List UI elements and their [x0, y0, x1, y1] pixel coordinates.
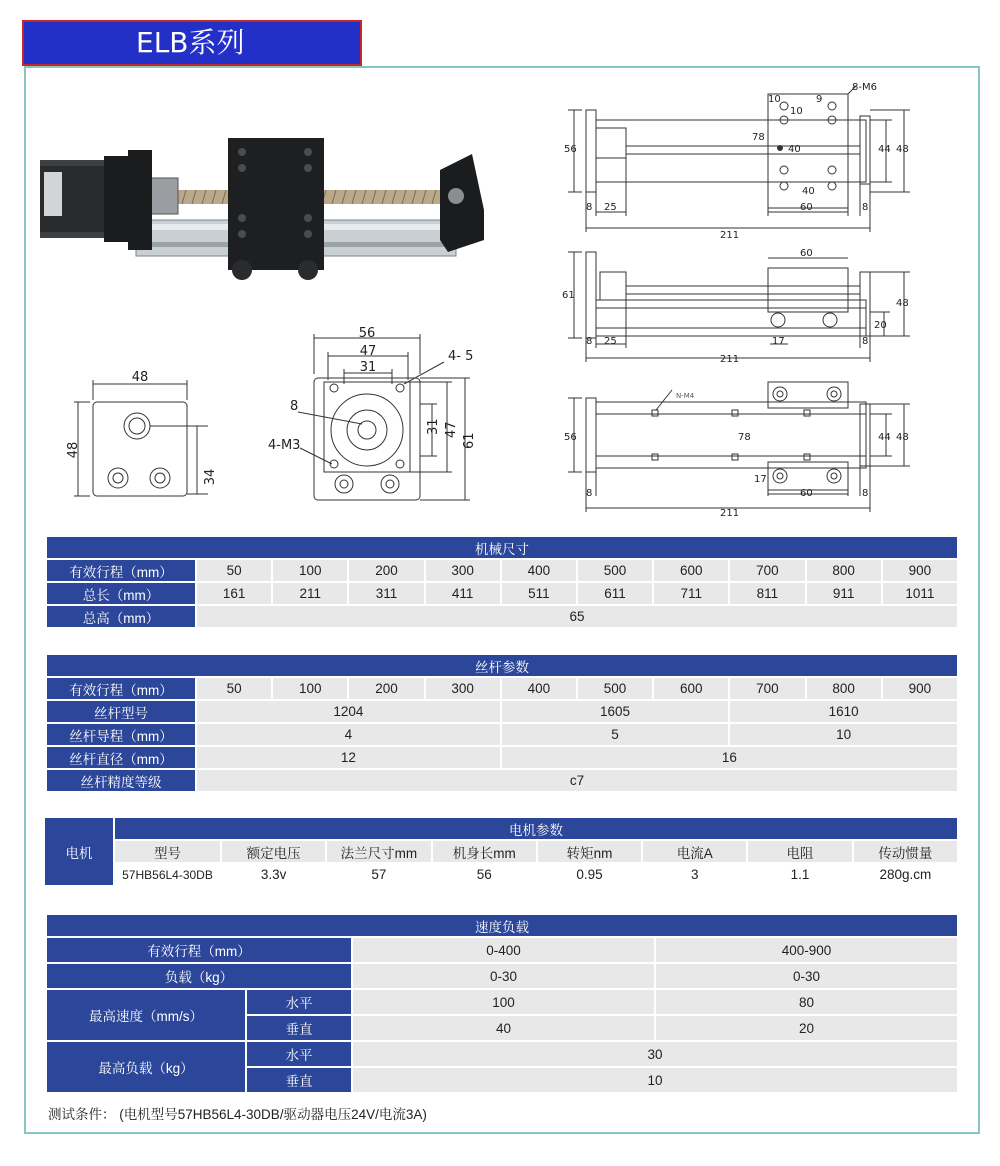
motor-col-header: 传动惯量 — [854, 841, 957, 862]
load-cell: 0-30 — [656, 964, 957, 988]
length-cell: 511 — [502, 583, 576, 604]
dim-bottom-48: 48 — [896, 432, 909, 443]
screw-stroke-cell: 50 — [197, 678, 271, 699]
stroke-cell: 500 — [578, 560, 652, 581]
test-condition: 测试条件： (电机型号57HB56L4-30DB/驱动器电压24V/电流3A) — [48, 1107, 427, 1122]
length-cell: 911 — [807, 583, 881, 604]
stroke-cell: 600 — [654, 560, 728, 581]
load-v-cell: 10 — [353, 1068, 957, 1092]
screw-stroke-cell: 200 — [349, 678, 423, 699]
dim-screw: 4-M3 — [268, 438, 301, 453]
dim-bottom-17: 17 — [754, 474, 767, 485]
screw-stroke-cell: 100 — [273, 678, 347, 699]
dim-hole-count: 4- 5 — [448, 349, 474, 364]
screw-stroke-cell: 500 — [578, 678, 652, 699]
stroke-cell: 700 — [730, 560, 804, 581]
motor-value: 56 — [433, 864, 536, 885]
bottom-view — [560, 378, 920, 518]
screw-stroke-cell: 400 — [502, 678, 576, 699]
dim-bottom-78: 78 — [738, 432, 751, 443]
speed-load-table — [45, 913, 959, 1094]
dim-side-211: 211 — [720, 354, 740, 365]
side-view — [560, 248, 920, 366]
screw-model-cell: 1605 — [502, 701, 729, 722]
series-title: ELB系列 — [136, 26, 245, 59]
motor-header: 电机参数 — [115, 818, 957, 839]
screw-model-cell: 1610 — [730, 701, 957, 722]
height-cell: 65 — [197, 606, 957, 627]
screw-stroke-cell: 300 — [426, 678, 500, 699]
stroke-cell: 100 — [273, 560, 347, 581]
motor-col-header: 额定电压 — [222, 841, 325, 862]
dim-78: 78 — [752, 132, 765, 143]
screw-lead-cell: 10 — [730, 724, 957, 745]
length-label: 总长（mm） — [47, 583, 195, 604]
length-cell: 411 — [426, 583, 500, 604]
carriage — [228, 138, 324, 270]
motor-value: 1.1 — [748, 864, 851, 885]
screw-model-label: 丝杆型号 — [47, 701, 195, 722]
screw-lead-cell: 5 — [502, 724, 729, 745]
speed-stroke-label: 有效行程（mm） — [47, 938, 351, 962]
dim-h47: 47 — [444, 421, 459, 438]
dim-bottom-8b: 8 — [862, 488, 869, 499]
motor-value: 3 — [643, 864, 746, 885]
dim-40b: 40 — [802, 186, 815, 197]
height-label: 总高（mm） — [47, 606, 195, 627]
speed-v-cell: 20 — [656, 1016, 957, 1040]
screw-lead-label: 丝杆导程（mm） — [47, 724, 195, 745]
screw-table — [45, 653, 959, 793]
dim-211: 211 — [720, 230, 740, 241]
dim-8a: 8 — [586, 202, 593, 213]
dim-10a: 10 — [768, 94, 781, 105]
length-cell: 161 — [197, 583, 271, 604]
speed-header: 速度负载 — [47, 915, 957, 936]
series-title-bar — [22, 20, 362, 66]
top-view — [560, 80, 920, 240]
screw-stroke-cell: 700 — [730, 678, 804, 699]
load-h-cell: 30 — [353, 1042, 957, 1066]
dim-56: 56 — [564, 144, 577, 155]
motor-side-label: 电机 — [45, 818, 113, 885]
stroke-cell: 900 — [883, 560, 957, 581]
screw-stroke-cell: 800 — [807, 678, 881, 699]
dim-side-8b: 8 — [862, 336, 869, 347]
motor-col-header: 机身长mm — [433, 841, 536, 862]
speed-v-cell: 40 — [353, 1016, 654, 1040]
dim-10b: 10 — [790, 106, 803, 117]
screw-precision-cell: c7 — [197, 770, 957, 791]
length-cell: 211 — [273, 583, 347, 604]
motor-col-header: 电流A — [643, 841, 746, 862]
dim-h61: 61 — [462, 432, 477, 449]
dim-width: 48 — [131, 370, 149, 385]
motor-value: 280g.cm — [854, 864, 957, 885]
dim-bottom-8a: 8 — [586, 488, 593, 499]
stroke-cell: 400 — [502, 560, 576, 581]
motor-table — [43, 816, 959, 887]
stroke-cell: 300 — [426, 560, 500, 581]
screw-stroke-cell: 900 — [883, 678, 957, 699]
horizontal-label: 水平 — [247, 1042, 351, 1066]
dim-8m6: 8-M6 — [852, 82, 877, 93]
screw-diameter-label: 丝杆直径（mm） — [47, 747, 195, 768]
horizontal-label: 水平 — [247, 990, 351, 1014]
length-cell: 811 — [730, 583, 804, 604]
max-speed-label: 最高速度（mm/s） — [47, 990, 245, 1040]
dim-flange-31: 31 — [359, 360, 377, 375]
dim-bottom-211: 211 — [720, 508, 740, 519]
stroke-label: 有效行程（mm） — [47, 560, 195, 581]
dim-44: 44 — [878, 144, 891, 155]
motor-col-header: 型号 — [115, 841, 220, 862]
dim-flange-47: 47 — [359, 344, 377, 359]
product-photo — [36, 130, 496, 280]
stroke-cell: 50 — [197, 560, 271, 581]
dim-48: 48 — [896, 144, 909, 155]
motor-col-header: 法兰尺寸mm — [327, 841, 430, 862]
length-cell: 611 — [578, 583, 652, 604]
dim-60: 60 — [800, 202, 813, 213]
speed-stroke-cell: 0-400 — [353, 938, 654, 962]
screw-stroke-cell: 600 — [654, 678, 728, 699]
mechanical-table — [45, 535, 959, 629]
vertical-label: 垂直 — [247, 1016, 351, 1040]
load-cell: 0-30 — [353, 964, 654, 988]
motor-flange-view — [262, 324, 482, 514]
dim-side-20: 20 — [874, 320, 887, 331]
screw-model-cell: 1204 — [197, 701, 500, 722]
screw-header: 丝杆参数 — [47, 655, 957, 676]
dim-side-60: 60 — [800, 248, 813, 259]
end-block — [440, 154, 484, 252]
motor-value: 3.3v — [222, 864, 325, 885]
dim-9: 9 — [816, 94, 823, 105]
dim-height: 48 — [66, 441, 81, 459]
dim-bottom-56: 56 — [564, 432, 577, 443]
length-cell: 711 — [654, 583, 728, 604]
dim-8b: 8 — [862, 202, 869, 213]
front-end-view — [60, 370, 218, 502]
dim-side-48: 48 — [896, 298, 909, 309]
motor-value: 57 — [327, 864, 430, 885]
motor-value: 0.95 — [538, 864, 641, 885]
dim-hole-height: 34 — [203, 468, 218, 486]
vertical-label: 垂直 — [247, 1068, 351, 1092]
speed-stroke-cell: 400-900 — [656, 938, 957, 962]
motor-col-header: 电阻 — [748, 841, 851, 862]
speed-h-cell: 80 — [656, 990, 957, 1014]
dim-nm4: N-M4 — [676, 392, 695, 400]
dim-25: 25 — [604, 202, 617, 213]
screw-diameter-cell: 12 — [197, 747, 500, 768]
dim-bottom-44: 44 — [878, 432, 891, 443]
dim-side-61: 61 — [562, 290, 575, 301]
max-load-label: 最高负载（kg） — [47, 1042, 245, 1092]
dim-shaft: 8 — [290, 399, 299, 414]
dim-flange-56: 56 — [358, 326, 376, 341]
dim-side-25: 25 — [604, 336, 617, 347]
motor-value: 57HB56L4-30DB — [115, 864, 220, 885]
screw-lead-cell: 4 — [197, 724, 500, 745]
dim-h31: 31 — [426, 418, 441, 435]
dim-side-17: 17 — [772, 336, 785, 347]
mechanical-header: 机械尺寸 — [47, 537, 957, 558]
length-cell: 311 — [349, 583, 423, 604]
stroke-cell: 200 — [349, 560, 423, 581]
screw-stroke-label: 有效行程（mm） — [47, 678, 195, 699]
load-label: 负载（kg） — [47, 964, 351, 988]
motor-col-header: 转矩nm — [538, 841, 641, 862]
dim-40a: 40 — [788, 144, 801, 155]
dim-bottom-60: 60 — [800, 488, 813, 499]
speed-h-cell: 100 — [353, 990, 654, 1014]
stroke-cell: 800 — [807, 560, 881, 581]
screw-precision-label: 丝杆精度等级 — [47, 770, 195, 791]
screw-diameter-cell: 16 — [502, 747, 957, 768]
dim-side-8a: 8 — [586, 336, 593, 347]
length-cell: 1011 — [883, 583, 957, 604]
